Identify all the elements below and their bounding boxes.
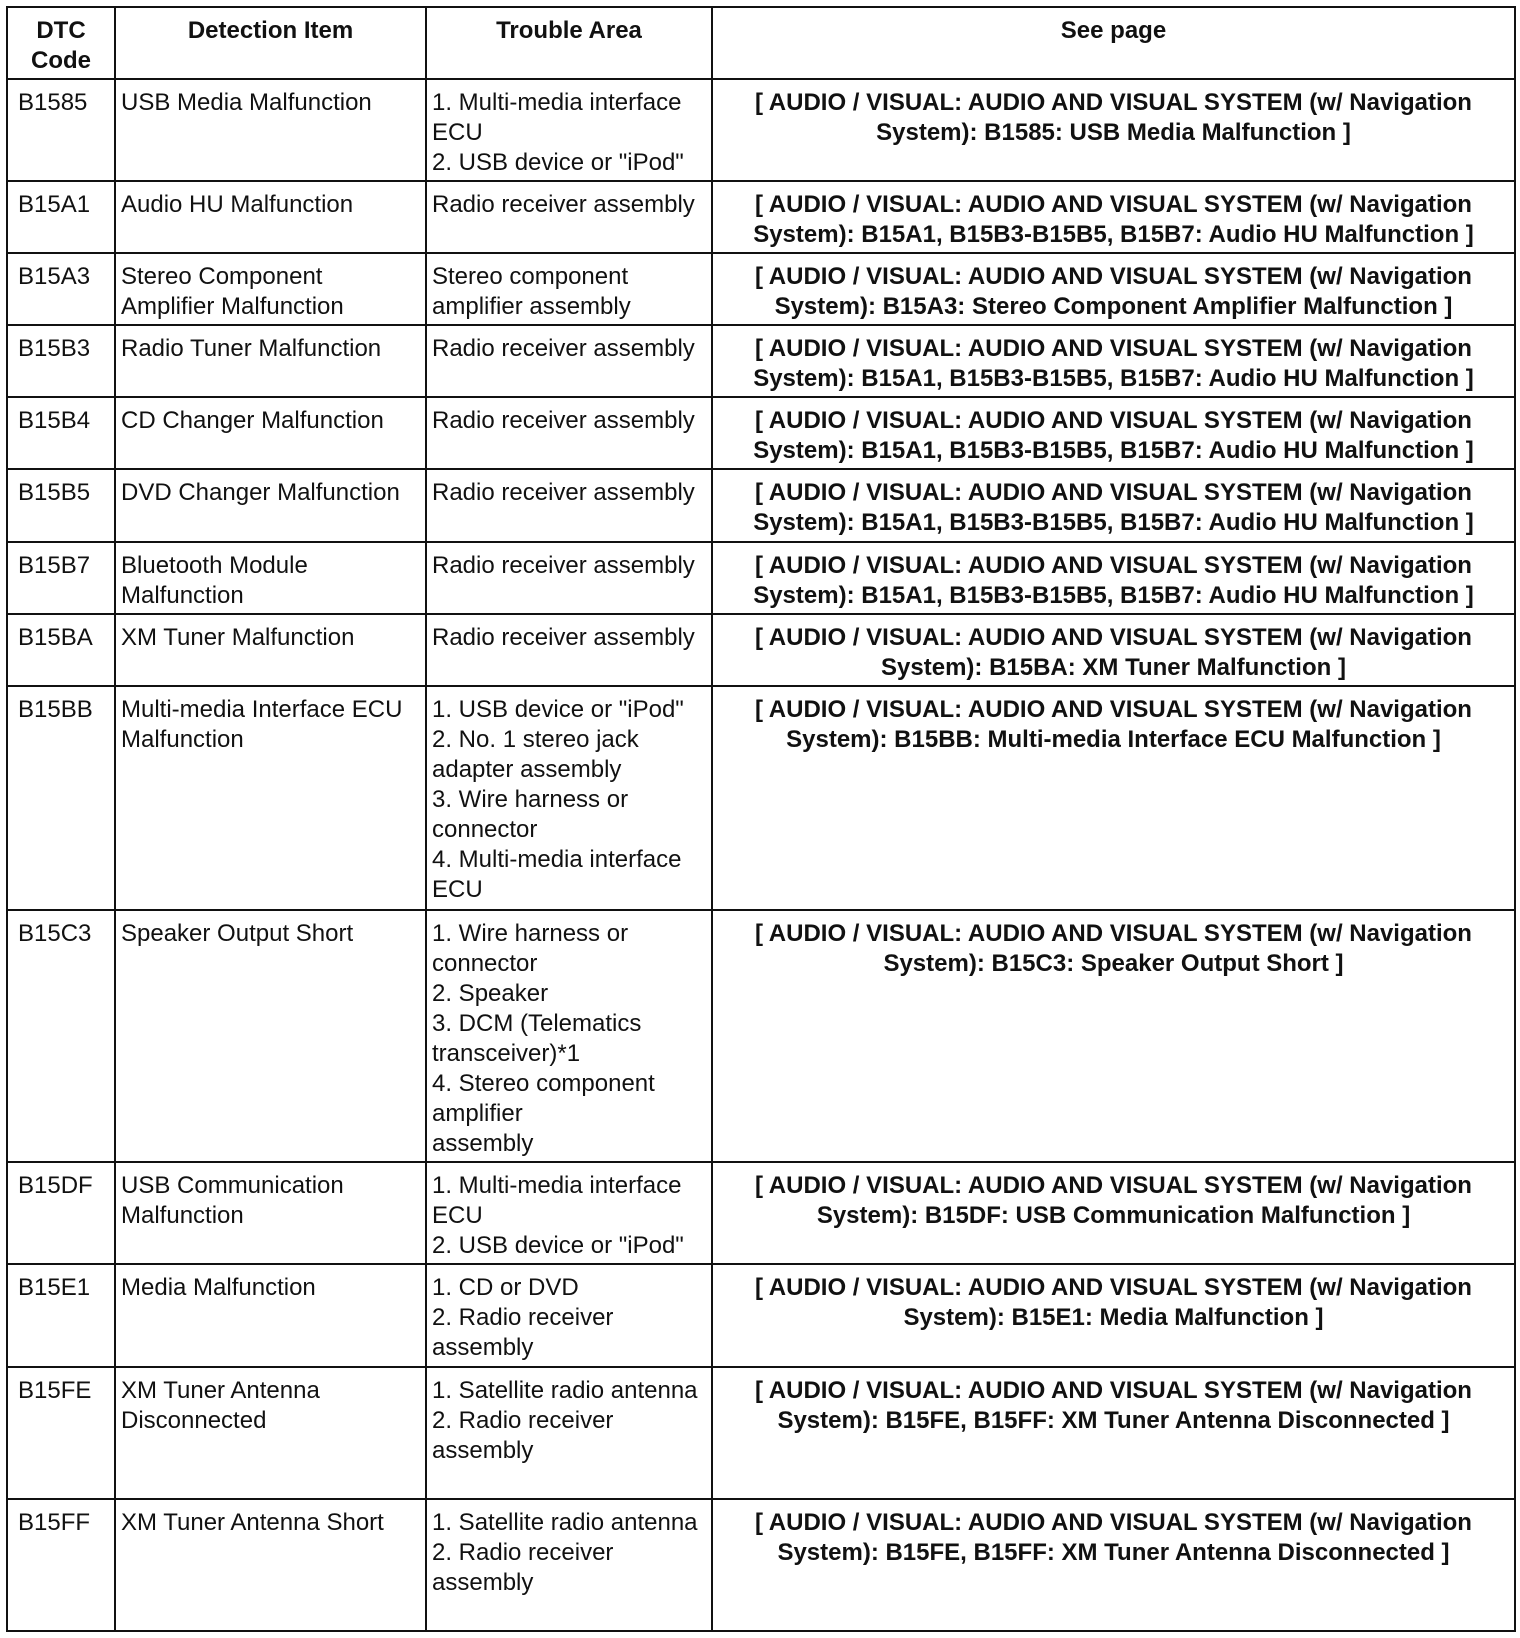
trouble-area-cell [426, 686, 712, 910]
see-page-link[interactable]: [ AUDIO / VISUAL: AUDIO AND VISUAL SYSTEM (w/ Navigation System): B1585: USB Media Malfunction ] [712, 79, 1515, 181]
trouble-area-line: 1. Multi-media interface ECU [432, 1172, 689, 1230]
detection-item-cell: XM Tuner Antenna Disconnected [115, 1367, 426, 1499]
trouble-area-line: 4. Stereo component amplifier [432, 1069, 662, 1127]
see-page-link[interactable]: [ AUDIO / VISUAL: AUDIO AND VISUAL SYSTEM (w/ Navigation System): B15A1, B15B3-B15B5, B15B7: Audio HU Malfunction ] [712, 181, 1515, 253]
dtc-code-cell: B15B4 [7, 397, 115, 469]
dtc-code-cell: B15B7 [7, 542, 115, 614]
dtc-code-cell: B15BB [7, 686, 115, 910]
trouble-area-line: Radio receiver assembly [432, 623, 695, 651]
table-row [7, 469, 1515, 541]
trouble-area-cell [426, 614, 712, 686]
dtc-code-cell: B1585 [7, 79, 115, 181]
table-row [7, 686, 1515, 910]
header-trouble-area: Trouble Area [426, 7, 712, 79]
trouble-area-line: 1. CD or DVD [432, 1274, 579, 1302]
trouble-area-line: Radio receiver assembly [432, 479, 695, 507]
table-row [7, 79, 1515, 181]
trouble-area-line: Radio receiver assembly [432, 191, 695, 219]
header-row [7, 7, 1515, 79]
table-row [7, 325, 1515, 397]
trouble-area-line: Radio receiver assembly [432, 335, 695, 363]
table-row [7, 910, 1515, 1162]
detection-item-cell: USB Media Malfunction [115, 79, 426, 181]
table-body [7, 79, 1515, 1631]
see-page-link[interactable]: [ AUDIO / VISUAL: AUDIO AND VISUAL SYSTEM (w/ Navigation System): B15FE, B15FF: XM Tuner Antenna Disconnected ] [712, 1499, 1515, 1631]
dtc-code-cell: B15C3 [7, 910, 115, 1162]
see-page-link[interactable]: [ AUDIO / VISUAL: AUDIO AND VISUAL SYSTEM (w/ Navigation System): B15A1, B15B3-B15B5, B15B7: Audio HU Malfunction ] [712, 469, 1515, 541]
trouble-area-cell [426, 469, 712, 541]
see-page-link[interactable]: [ AUDIO / VISUAL: AUDIO AND VISUAL SYSTEM (w/ Navigation System): B15C3: Speaker Output Short ] [712, 910, 1515, 1162]
dtc-code-cell: B15A3 [7, 253, 115, 325]
trouble-area-line: 1. USB device or "iPod" [432, 695, 684, 723]
table-row [7, 253, 1515, 325]
table-row [7, 397, 1515, 469]
detection-item-cell: Speaker Output Short [115, 910, 426, 1162]
detection-item-cell: XM Tuner Malfunction [115, 614, 426, 686]
table-row [7, 181, 1515, 253]
detection-item-cell: Audio HU Malfunction [115, 181, 426, 253]
table-row [7, 1499, 1515, 1631]
trouble-area-line: 2. Radio receiver assembly [432, 1406, 621, 1464]
see-page-link[interactable]: [ AUDIO / VISUAL: AUDIO AND VISUAL SYSTEM (w/ Navigation System): B15FE, B15FF: XM Tuner Antenna Disconnected ] [712, 1367, 1515, 1499]
trouble-area-line: 4. Multi-media interface ECU [432, 845, 689, 903]
header-dtc-code: DTC Code [7, 7, 115, 79]
detection-item-cell: DVD Changer Malfunction [115, 469, 426, 541]
dtc-table [6, 6, 1516, 1632]
dtc-code-cell: B15B5 [7, 469, 115, 541]
dtc-code-cell: B15FF [7, 1499, 115, 1631]
see-page-link[interactable]: [ AUDIO / VISUAL: AUDIO AND VISUAL SYSTEM (w/ Navigation System): B15A1, B15B3-B15B5, B15B7: Audio HU Malfunction ] [712, 397, 1515, 469]
trouble-area-cell [426, 325, 712, 397]
trouble-area-line: 2. USB device or "iPod" [432, 1232, 684, 1260]
dtc-code-cell: B15A1 [7, 181, 115, 253]
dtc-code-cell: B15BA [7, 614, 115, 686]
see-page-link[interactable]: [ AUDIO / VISUAL: AUDIO AND VISUAL SYSTEM (w/ Navigation System): B15BB: Multi-media Interface ECU Malfunction ] [712, 686, 1515, 910]
trouble-area-line: Radio receiver assembly [432, 407, 695, 435]
table-row [7, 542, 1515, 614]
trouble-area-cell [426, 1264, 712, 1366]
see-page-link[interactable]: [ AUDIO / VISUAL: AUDIO AND VISUAL SYSTEM (w/ Navigation System): B15A1, B15B3-B15B5, B15B7: Audio HU Malfunction ] [712, 542, 1515, 614]
trouble-area-line: 1. Satellite radio antenna [432, 1376, 698, 1404]
trouble-area-line: 2. No. 1 stereo jack adapter assembly [432, 725, 646, 783]
trouble-area-cell [426, 542, 712, 614]
trouble-area-cell [426, 397, 712, 469]
trouble-area-line: Stereo component amplifier assembly [432, 263, 635, 321]
table-row [7, 1367, 1515, 1499]
see-page-link[interactable]: [ AUDIO / VISUAL: AUDIO AND VISUAL SYSTEM (w/ Navigation System): B15DF: USB Communication Malfunction ] [712, 1162, 1515, 1264]
detection-item-cell: Multi-media Interface ECU Malfunction [115, 686, 426, 910]
trouble-area-line: 2. Radio receiver assembly [432, 1538, 621, 1596]
table-row [7, 1162, 1515, 1264]
trouble-area-line: 3. Wire harness or connector [432, 785, 635, 843]
detection-item-cell: CD Changer Malfunction [115, 397, 426, 469]
table-row [7, 614, 1515, 686]
see-page-link[interactable]: [ AUDIO / VISUAL: AUDIO AND VISUAL SYSTEM (w/ Navigation System): B15A1, B15B3-B15B5, B15B7: Audio HU Malfunction ] [712, 325, 1515, 397]
trouble-area-line: Radio receiver assembly [432, 551, 695, 579]
see-page-link[interactable]: [ AUDIO / VISUAL: AUDIO AND VISUAL SYSTEM (w/ Navigation System): B15BA: XM Tuner Malfunction ] [712, 614, 1515, 686]
trouble-area-line: assembly [432, 1129, 534, 1157]
trouble-area-cell [426, 1162, 712, 1264]
trouble-area-cell [426, 910, 712, 1162]
trouble-area-cell [426, 253, 712, 325]
trouble-area-cell [426, 79, 712, 181]
trouble-area-line: 2. USB device or "iPod" [432, 149, 684, 176]
dtc-code-cell: B15DF [7, 1162, 115, 1264]
trouble-area-cell [426, 1367, 712, 1499]
trouble-area-cell [426, 181, 712, 253]
table-row [7, 1264, 1515, 1366]
trouble-area-line: 2. Radio receiver assembly [432, 1304, 621, 1362]
detection-item-cell: XM Tuner Antenna Short [115, 1499, 426, 1631]
dtc-code-cell: B15B3 [7, 325, 115, 397]
trouble-area-line: 1. Satellite radio antenna [432, 1508, 698, 1536]
header-detection-item: Detection Item [115, 7, 426, 79]
trouble-area-line: 1. Wire harness or connector [432, 919, 635, 977]
detection-item-cell: USB Communication Malfunction [115, 1162, 426, 1264]
detection-item-cell: Media Malfunction [115, 1264, 426, 1366]
see-page-link[interactable]: [ AUDIO / VISUAL: AUDIO AND VISUAL SYSTEM (w/ Navigation System): B15E1: Media Malfunction ] [712, 1264, 1515, 1366]
trouble-area-line: 3. DCM (Telematics transceiver)*1 [432, 1009, 649, 1067]
trouble-area-line: 2. Speaker [432, 979, 549, 1007]
detection-item-cell: Bluetooth Module Malfunction [115, 542, 426, 614]
trouble-area-line: 1. Multi-media interface ECU [432, 89, 689, 146]
dtc-code-cell: B15FE [7, 1367, 115, 1499]
header-see-page: See page [712, 7, 1515, 79]
dtc-code-cell: B15E1 [7, 1264, 115, 1366]
trouble-area-cell [426, 1499, 712, 1631]
detection-item-cell: Radio Tuner Malfunction [115, 325, 426, 397]
detection-item-cell: Stereo Component Amplifier Malfunction [115, 253, 426, 325]
see-page-link[interactable]: [ AUDIO / VISUAL: AUDIO AND VISUAL SYSTEM (w/ Navigation System): B15A3: Stereo Component Amplifier Malfunction ] [712, 253, 1515, 325]
